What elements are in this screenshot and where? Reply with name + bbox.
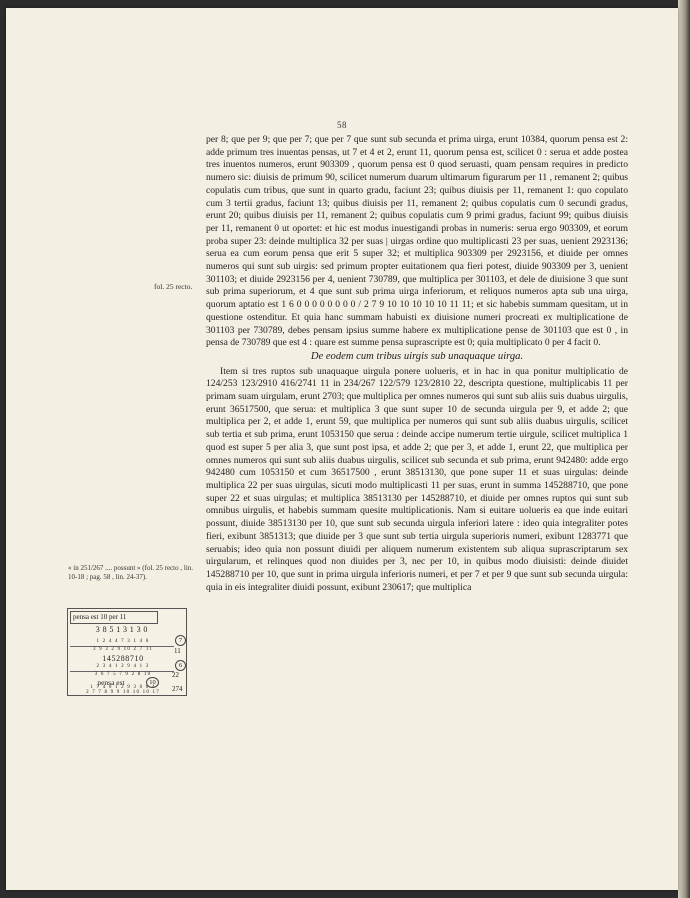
diagram-side-2: 22	[172, 671, 179, 679]
diagram-row-3: 3 9 3 2 9 10 2 7 11	[92, 647, 154, 652]
section-heading: De eodem cum tribus uirgis sub unaquaque uirga.	[310, 350, 524, 362]
diagram-row-2: 1 2 4 4 7 3 1 4 6	[96, 639, 150, 644]
diagram-row-4: 145288710	[102, 654, 144, 663]
paragraph: Item si tres ruptos sub unaquaque uirgula ponere uolueris, et in hac in qua ponitur multiplicatio de 124/253 123/2910 416/2741 11 in 234/267 122/579 123/2810 22, descripta questione, multiplicabis 11 per primam suam uirgulam, erunt 2703; que multiplica per omnes numeros qui sunt sub aliis suis duabus uirgulis, erunt 36517500, que serua: et multiplica 3 que sunt super 10 de secunda uirgula per 9, et adde 2; que multiplica per 2, et adde 1, erunt 59, que multiplica per numeros qui sunt sub aliis duabus uirgulis, scilicet sub tertia et sub prima, erunt 1053150 que serua : deinde accipe numerum tertie uirgule, scilicet multiplica 1 quod est super 5 per alia 3, que sunt post ipsa, et adde 2; que per 3, et adde 1, erunt 22, que multiplica per omnes numeros qui sunt sub aliis duabus uirgulis, scilicet sub secunda et sub prima, erunt 942480: adde ergo 942480 cum 1053150 et cum 36517500 , erunt 38513130, que pone super 11 et suas uirgulas: deinde multiplica 22 per suas uirgulas, sicuti modo multiplicasti 11 per suas, erunt in summa 145288710, que pone super 22 et suas uirgulas; et multiplica 38513130 per 145288710, et diuide per omnes ruptos qui sunt sub omnibus uirgulis, et habebis summam quesite multiplicationis. Nam si euitare uolueris ea que inde euitari possunt, diuide 38513130 per 10, que sunt sub secunda uirgula inferiori latere : ideo quia integraliter potes fieri, exibunt 3851313; que diuide per 3 que sunt sub tertia uirgula superioris numeri, exibunt 1283771 que seruabis; ideo quia non possunt diuidi per aliquem numerum existentem sub aliqua suprascriptarum sex uirgularum, et relinques quod non diuides per 3, nec per 10, in quibus modo diuisisti: deinde diuidet 145288710 per 10, que sunt in prima uirgula inferioris numeri, et per 7 et per 9 que sunt sub secunda uirgula: quia in eis integraliter diuidi possunt, exibunt 230617; que multiplica	[206, 365, 628, 593]
diagram-row-6: 3 6 7 5 7 9 2 8 10	[94, 672, 152, 677]
paragraph: per 8; que per 9; que per 7; que per 7 que sunt sub secunda et prima uirga, erunt 10384, quorum pensa est 2: adde primum tres inuentas pensas, ut 7 et 4 et 2, erunt 11, quorum pensa est, scilicet 0 : serua et adde postea tres inuentos numeros, erunt 903309 , quorum pensa est 0 quod seruasti, quam pensam requires in predicto numero sic: diuisis de primum 90, scilicet numerum duarum ultimarum figurarum per 11 , remanent 2; quibus copulatis cum tribus, que sunt in quarto gradu, faciunt 23; quibus diuisis per 11, remanent 1: quo copulato cum 3 tertii gradus, faciunt 13; quibus diuisis per 11, remanent 2; quibus copulatis cum 0 secundi gradus, erunt 20; quibus diuisis per 11, remanent 2; quibus copulatis cum 9 primi gradus, faciunt 99; quibus diuisis per 11, remanent 0 ut oportet: et hic est modus inuestigandi probas in numeris: serua ergo 903309, et eorum proba super 23: deinde multiplica 32 per suas | uirgas ordine quo multiplicasti 23 per suas, uenient 2923136; serua ea cum eorum pensa que erit 5 super 32; et multiplica 903309 per 2923156, et diuide per omnes numeros qui sunt sub uirgis: sed primum propter euitationem qua fieri potest, diuide 903309 per 3, uenient 301103; et diuide 2923156 per 4, uenient 730789, que multiplica per 301103, et dele de diuisione 3 que sunt sub prima superiorum, et 4 que sunt sub prima uirga inferiorum, et reliquos numeros apta sub una uirga, quorum aptatio est 1 6 0 0 0 0 0 0 0 0 / 2 7 9 10 10 10 10 10 11 11; et sic habebis summam quesitam, ut in questione ostenditur. Et quia hanc summam habuisti ex diuisione numeri procreati ex multiplicatione de 301103 per 730789, debes pensam ipsius summe habere ex multiplicatione pense de 301103 que est 0 , in pensa de 730789 que est 4 : quare est summe pensa suprascripte est 0; quia multiplicato 0 per 4 facit 0.	[206, 134, 628, 349]
diagram-row-1: 38513130	[95, 625, 151, 634]
diagram-row-7: pensa est	[97, 678, 125, 687]
diagram-circle-2: 6	[175, 660, 186, 671]
diagram-circle-3: 10	[146, 677, 159, 688]
diagram-title: pensa est 10 per 11	[70, 611, 158, 624]
margin-note-reference: « in 251/267 .... possunt » (fol. 25 recto , lin. 10-18 ; pag. 58 , lin. 24-37).	[68, 564, 194, 582]
diagram-row-8: 1 7 4 0 1 2 9 3 0 6 4	[90, 685, 156, 690]
calculation-diagram	[67, 608, 187, 696]
main-text	[206, 134, 628, 594]
diagram-row-5: 2 3 4 1 2 9 4 1 3	[96, 664, 150, 669]
diagram-circle-1: 7	[175, 635, 186, 646]
diagram-row-9: 2 7 7 8 9 9 10 10 10 17	[86, 690, 160, 695]
margin-note-folio: fol. 25 recto.	[154, 282, 193, 291]
page-number: 58	[337, 120, 347, 130]
diagram-side-3: 274	[172, 685, 183, 693]
diagram-side-1: 11	[174, 647, 181, 655]
document-page	[6, 8, 678, 890]
page-edge	[678, 0, 690, 898]
